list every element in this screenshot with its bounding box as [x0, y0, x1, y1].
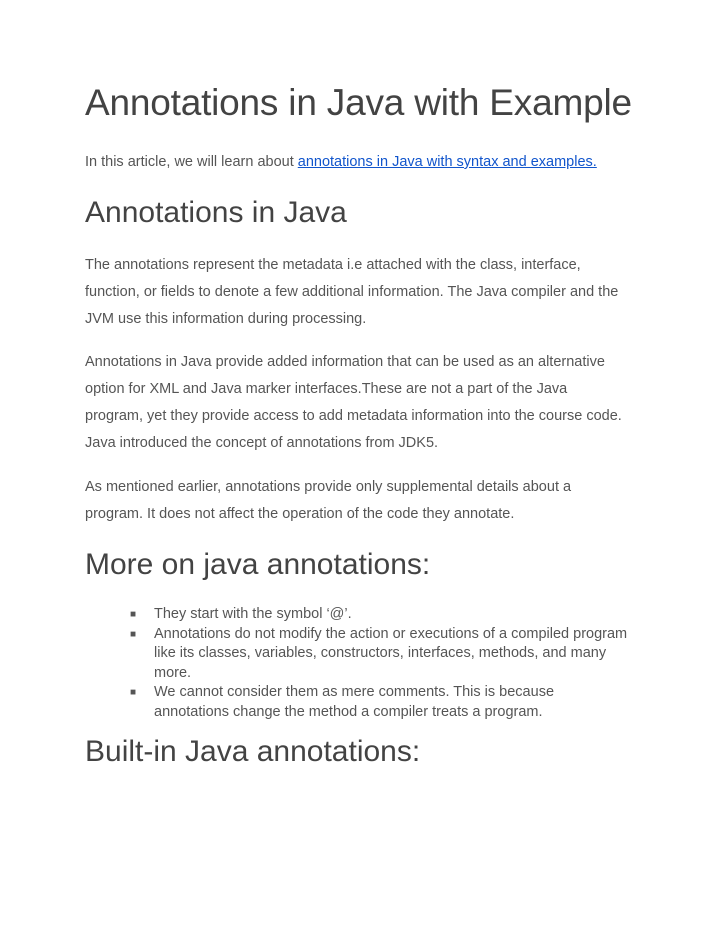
paragraph-line: function, or fields to denote a few additional information. The Java compiler and the — [85, 284, 619, 300]
list-item-text: They start with the symbol ‘@’. — [154, 606, 352, 622]
list-item-text: more. — [154, 664, 192, 681]
paragraph-line: Java introduced the concept of annotations from JDK5. — [85, 435, 439, 451]
paragraph-line: The annotations represent the metadata i.e attached with the class, interface, — [85, 257, 581, 273]
paragraph-2 — [85, 349, 645, 457]
section-heading-annotations-in-java: Annotations in Java — [85, 196, 347, 229]
page-title: Annotations in Java with Example — [85, 82, 632, 123]
paragraph-line: As mentioned earlier, annotations provide only supplemental details about a — [85, 479, 572, 495]
paragraph-line: Annotations in Java provide added information that can be used as an alternative — [85, 354, 605, 370]
section-heading-more-on-java-annotations: More on java annotations: — [85, 548, 431, 581]
list-item — [130, 605, 650, 625]
section-heading-built-in-java-annotations: Built-in Java annotations: — [85, 735, 421, 768]
list-item-text: Annotations do not modify the action or executions of a compiled program — [154, 625, 628, 642]
paragraph-line: program. It does not affect the operation of the code they annotate. — [85, 506, 515, 522]
paragraph-line: option for XML and Java marker interfaces.These are not a part of the Java — [85, 381, 568, 397]
list-item — [130, 683, 650, 722]
square-bullet-icon: ■ — [130, 687, 137, 698]
bullet-list — [130, 605, 650, 722]
paragraph-line: program, yet they provide access to add metadata information into the course code. — [85, 408, 622, 424]
paragraph-1 — [85, 252, 645, 333]
intro-text: In this article, we will learn about — [85, 154, 298, 170]
list-item-text: annotations change the method a compiler treats a program. — [154, 703, 543, 720]
list-item-text: like its classes, variables, constructors, interfaces, methods, and many — [154, 645, 607, 661]
list-item-text: We cannot consider them as mere comments. This is because — [154, 684, 555, 700]
square-bullet-icon: ■ — [130, 609, 137, 620]
intro-link[interactable]: annotations in Java with syntax and examples. — [297, 154, 597, 170]
paragraph-line: JVM use this information during processing. — [85, 311, 367, 327]
square-bullet-icon: ■ — [130, 628, 137, 640]
list-item — [130, 625, 650, 684]
intro-paragraph — [85, 154, 597, 170]
paragraph-3 — [85, 474, 645, 528]
